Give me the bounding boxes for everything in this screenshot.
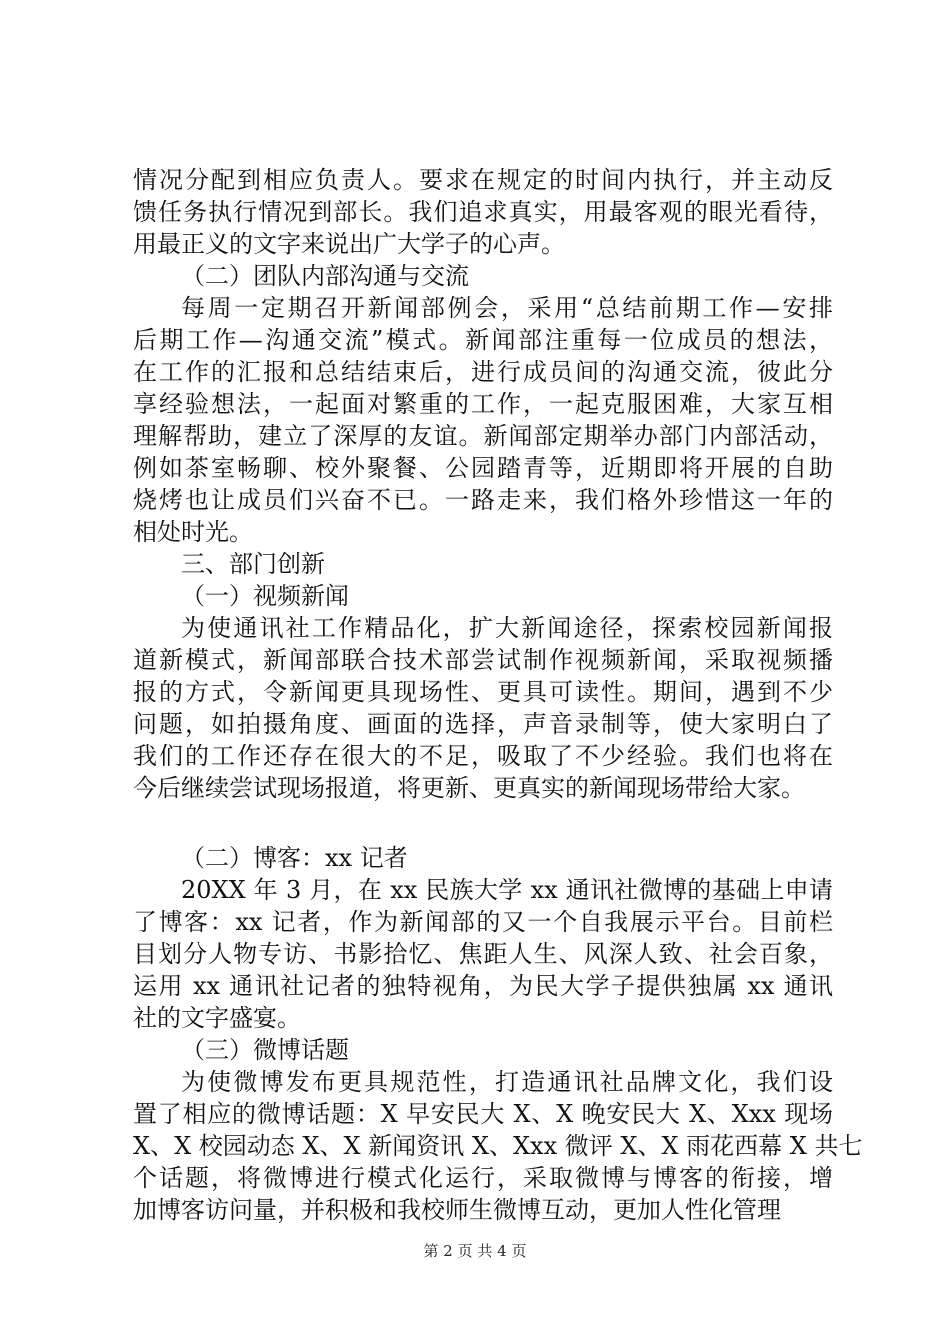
text-line: 20XX 年 3 月，在 xx 民族大学 xx 通讯社微博的基础上申请 bbox=[181, 876, 833, 904]
text-line: 用最正义的文字来说出广大学子的心声。 bbox=[133, 230, 565, 258]
text-line: 情况分配到相应负责人。要求在规定的时间内执行，并主动反 bbox=[133, 166, 833, 194]
paragraph bbox=[133, 612, 833, 804]
text-line: 问题，如拍摄角度、画面的选择，声音录制等，使大家明白了 bbox=[133, 710, 833, 738]
text-line: （二）博客：xx 记者 bbox=[181, 844, 408, 872]
blank-line bbox=[133, 804, 833, 842]
text-line: 加博客访问量，并积极和我校师生微博互动，更加人性化管理 bbox=[133, 1196, 781, 1224]
text-line: 馈任务执行情况到部长。我们追求真实，用最客观的眼光看待， bbox=[133, 198, 833, 226]
paragraph bbox=[133, 292, 833, 548]
paragraph bbox=[133, 874, 833, 1034]
text-line: 后期工作—沟通交流”模式。新闻部注重每一位成员的想法， bbox=[133, 326, 833, 354]
text-line: 置了相应的微博话题：X 早安民大 X、X 晚安民大 X、Xxx 现场 bbox=[133, 1100, 833, 1128]
text-line: 享经验想法，一起面对繁重的工作，一起克服困难，大家互相 bbox=[133, 390, 833, 418]
text-line: 社的文字盛宴。 bbox=[133, 1004, 301, 1032]
text-line: 烧烤也让成员们兴奋不已。一路走来，我们格外珍惜这一年的 bbox=[133, 486, 833, 514]
document-body bbox=[133, 164, 863, 1226]
text-line: 每周一定期召开新闻部例会，采用“总结前期工作—安排 bbox=[181, 294, 833, 322]
text-line: 报的方式，令新闻更具现场性、更具可读性。期间，遇到不少 bbox=[133, 678, 833, 706]
text-line: 我们的工作还存在很大的不足，吸取了不少经验。我们也将在 bbox=[133, 742, 833, 770]
text-line: 了博客：xx 记者，作为新闻部的又一个自我展示平台。目前栏 bbox=[133, 908, 833, 936]
text-line: 理解帮助，建立了深厚的友谊。新闻部定期举办部门内部活动， bbox=[133, 422, 833, 450]
text-line: 为使通讯社工作精品化，扩大新闻途径，探索校园新闻报 bbox=[181, 614, 833, 642]
paragraph bbox=[133, 164, 833, 260]
text-line: 例如茶室畅聊、校外聚餐、公园踏青等，近期即将开展的自助 bbox=[133, 454, 833, 482]
paragraph bbox=[133, 260, 833, 292]
text-line: （一）视频新闻 bbox=[181, 582, 349, 610]
text-line: 相处时光。 bbox=[133, 518, 253, 546]
text-line: 在工作的汇报和总结结束后，进行成员间的沟通交流，彼此分 bbox=[133, 358, 833, 386]
paragraph bbox=[133, 1034, 833, 1066]
paragraph bbox=[133, 842, 833, 874]
text-line: 目划分人物专访、书影拾忆、焦距人生、风深人致、社会百象， bbox=[133, 940, 833, 968]
page-footer: 第 2 页 共 4 页 bbox=[423, 1242, 527, 1260]
text-line: 个话题，将微博进行模式化运行，采取微博与博客的衔接，增 bbox=[133, 1164, 833, 1192]
text-line: 为使微博发布更具规范性，打造通讯社品牌文化，我们设 bbox=[181, 1068, 833, 1096]
text-line: 运用 xx 通讯社记者的独特视角，为民大学子提供独属 xx 通讯 bbox=[133, 972, 833, 1000]
text-line: 今后继续尝试现场报道，将更新、更真实的新闻现场带给大家。 bbox=[133, 774, 805, 802]
text-line: （二）团队内部沟通与交流 bbox=[181, 262, 469, 290]
paragraph bbox=[133, 1066, 863, 1226]
text-line: （三）微博话题 bbox=[181, 1036, 349, 1064]
paragraph bbox=[133, 548, 833, 580]
text-line: 三、部门创新 bbox=[181, 550, 325, 578]
text-line: 道新模式，新闻部联合技术部尝试制作视频新闻，采取视频播 bbox=[133, 646, 833, 674]
paragraph bbox=[133, 580, 833, 612]
text-line: X、X 校园动态 X、X 新闻资讯 X、Xxx 微评 X、X 雨花西幕 X 共七 bbox=[133, 1132, 863, 1160]
